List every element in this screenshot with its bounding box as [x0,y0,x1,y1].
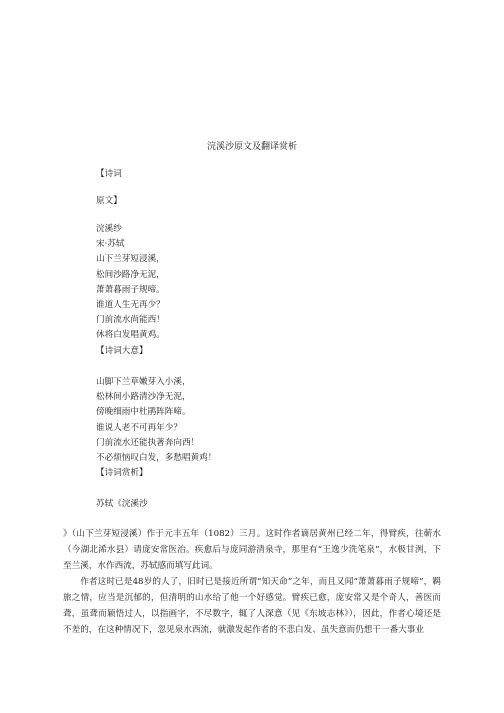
section-heading-dayi: 【诗词大意】 [96,345,148,356]
commentary-body [63,526,441,638]
poem-line: 谁道人生无再少？ [96,300,165,311]
commentary-paragraph: 》（山下兰芽短浸溪）作于元丰五年（1082）三月。这时作者谪居黄州已经二年，得臂疾，往蕲水（今湖北浠水县）请庞安常医治。疾愈后与庞同游清泉寺，那里有“王逸少洗笔泉”，水极甘洌，下至兰溪，水作西流，苏轼感而填写此词。 [63,529,441,571]
poem-block [96,222,165,359]
commentary-paragraph: 作者这时已是48岁的人了，旧时已是接近所谓“知天命”之年，而且又闻“萧萧暮雨子规啼”，羁旅之情，应当是沉郁的，但清明的山水给了他一个好感觉。臂疾已愈，庞安常又是个奇人，善医而聋，虽聋而颖悟过人，以指画字，不尽数字，辄了人深意（见《东坡志林》），因此，作者心境还是不差的，在这种情况下，忽见泉水西流，就激发起作者的不悲白发、虽失意而仍想干一番大事业 [63,577,441,635]
section-heading-shangxi: 【诗词赏析】 [96,468,148,479]
translation-line: 门前流水还能执著奔向西！ [96,437,200,448]
translation-line: 松林间小路清沙净无泥， [96,392,191,403]
translation-line: 不必烦恼叹白发，多愁唱黄鸡！ [96,453,217,464]
poem-line: 松间沙路净无泥， [96,269,165,280]
poem-line: 萧萧暮雨子规啼。 [96,284,165,295]
poem-line: 山下兰芽短浸溪， [96,254,165,265]
shangxi-heading: 苏轼《浣溪沙 [96,499,148,509]
poem-line: 门前流水尚能西！ [96,315,165,326]
poem-line: 休将白发唱黄鸡。 [96,330,165,341]
translation-line: 傍晚细雨中杜鹃阵阵啼。 [96,407,191,418]
poem-title: 浣溪纱 [96,224,122,234]
label-yuanwen: 原文】 [96,196,122,206]
poem-author: 宋·苏轼 [96,239,125,250]
translation-line: 山脚下兰草嫩芽入小溪， [96,377,191,387]
translation-line: 谁说人老不可再年少？ [96,422,182,433]
document-title: 浣溪沙原文及翻译赏析 [206,142,297,152]
translation-block [96,375,216,481]
section-heading-shici: 【诗词 [96,169,122,179]
